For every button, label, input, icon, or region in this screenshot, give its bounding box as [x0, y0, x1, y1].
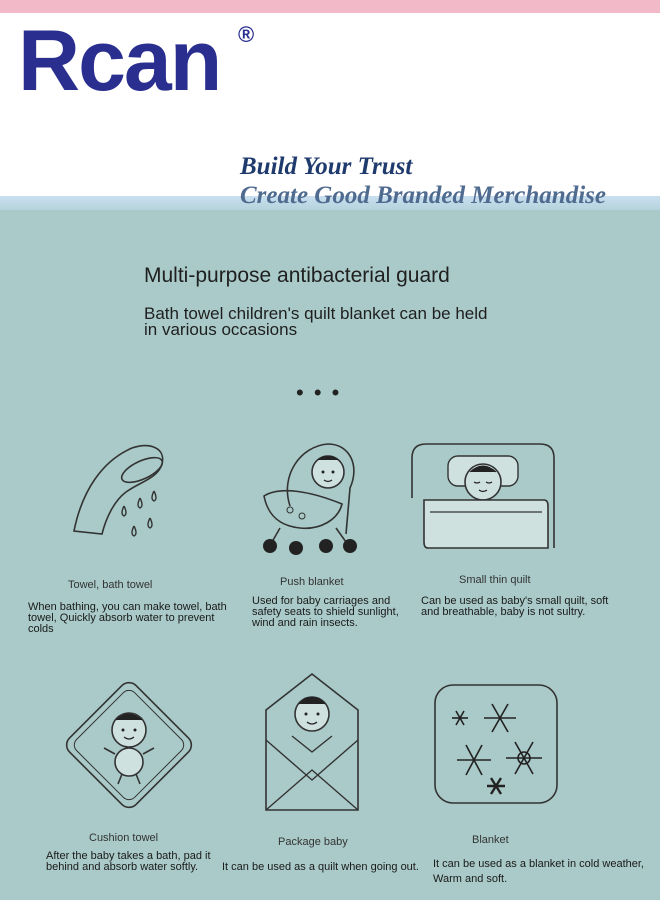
stroller-baby-icon — [250, 436, 370, 560]
shower-head-icon — [62, 436, 182, 546]
section-title: Multi-purpose antibacterial guard — [144, 264, 450, 287]
baby-in-bed-icon — [408, 438, 558, 558]
baby-on-cushion-icon — [54, 670, 204, 820]
use-desc-push-blanket: Used for baby carriages and safety seats to shield sunlight, wind and rain insects. — [252, 595, 399, 629]
use-desc-package-baby: It can be used as a quilt when going out. — [222, 861, 419, 873]
swaddled-baby-icon — [262, 670, 362, 820]
registered-mark: ® — [238, 22, 255, 47]
top-pink-strip — [0, 0, 660, 13]
use-label-cushion-towel: Cushion towel — [89, 832, 159, 844]
brand-logo: Rcan — [18, 13, 221, 109]
use-label-towel: Towel, bath towel — [68, 579, 153, 591]
use-desc-blanket: It can be used as a blanket in cold weather, Warm and soft. — [433, 858, 644, 885]
ellipsis-separator: • • • — [296, 380, 342, 405]
use-desc-cushion-towel: After the baby takes a bath, pad it behind and absorb water softly. — [46, 850, 211, 873]
use-label-push-blanket: Push blanket — [280, 576, 344, 588]
snowflakes-icon — [432, 682, 560, 806]
use-desc-towel: When bathing, you can make towel, bath towel, Quickly absorb water to prevent colds — [28, 601, 227, 635]
use-label-blanket: Blanket — [472, 834, 509, 846]
tagline-secondary: Create Good Branded Merchandise — [240, 182, 606, 209]
use-desc-thin-quilt: Can be used as baby's small quilt, soft and breathable, baby is not sultry. — [421, 595, 609, 618]
use-label-package-baby: Package baby — [278, 836, 348, 848]
section-subtitle: Bath towel children's quilt blanket can be held in various occasions — [144, 304, 488, 339]
use-label-thin-quilt: Small thin quilt — [459, 574, 531, 586]
tagline-primary: Build Your Trust — [240, 153, 413, 180]
